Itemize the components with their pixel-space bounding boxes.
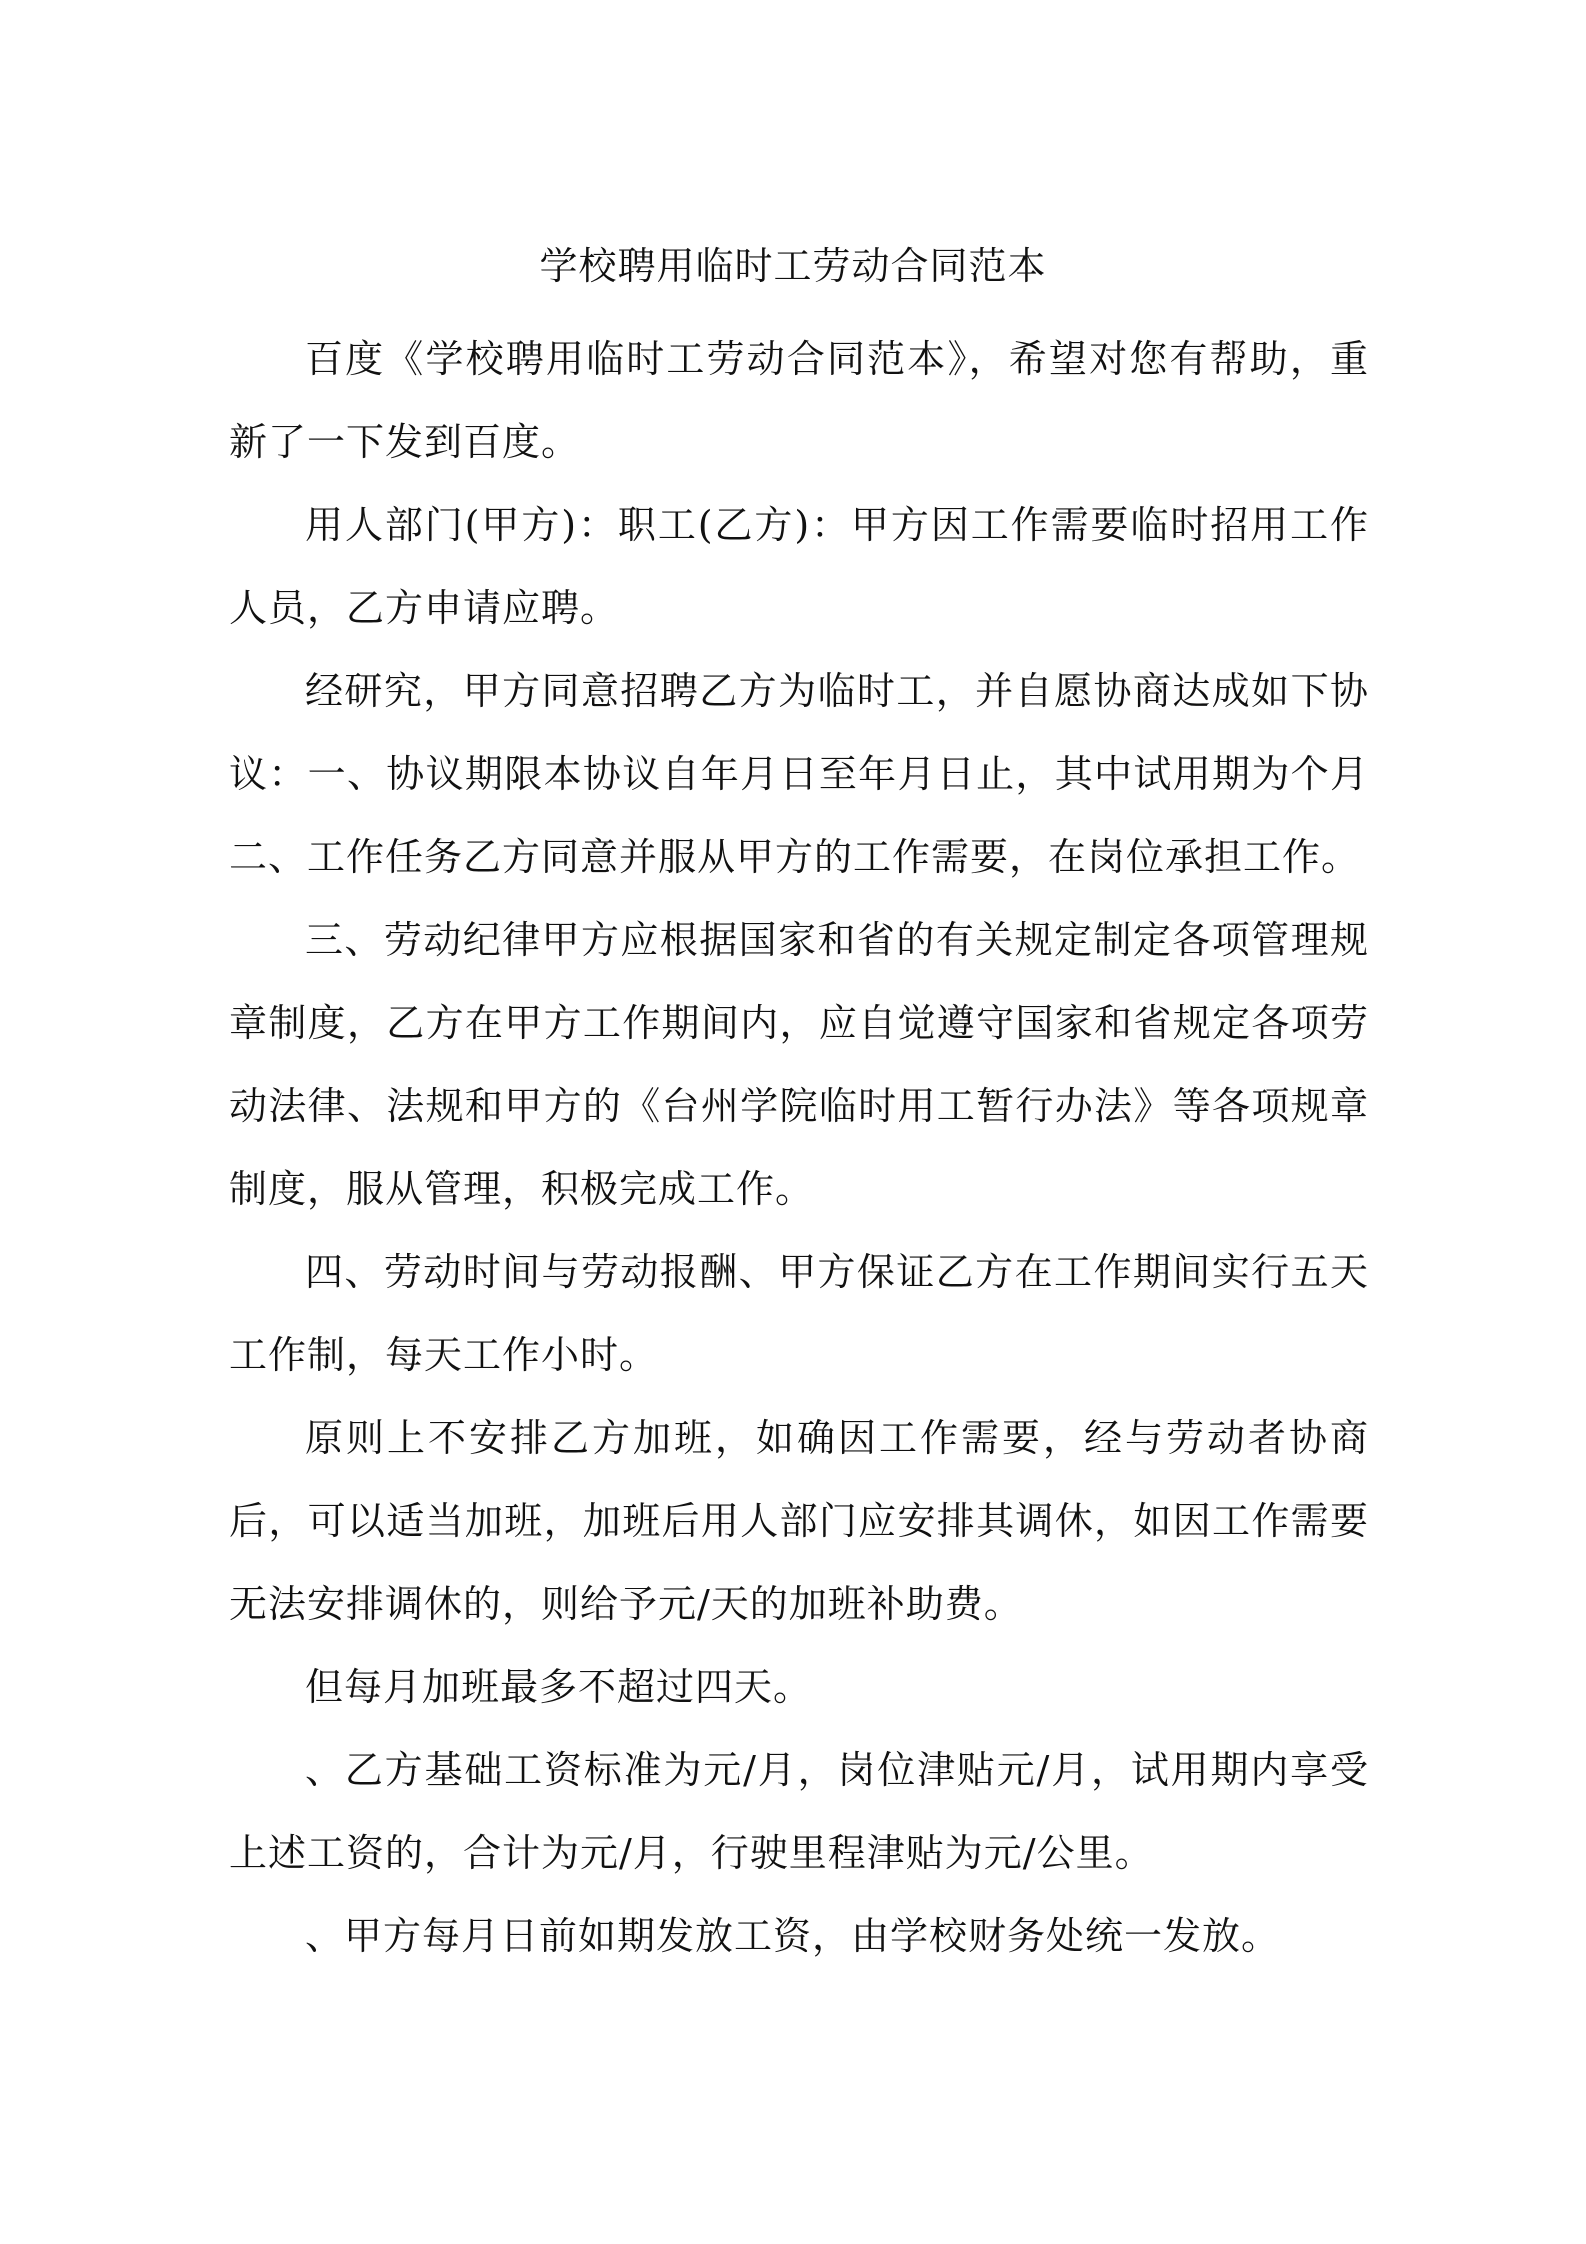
paragraph-overtime: 原则上不安排乙方加班，如确因工作需要，经与劳动者协商后，可以适当加班，加班后用人部门应安排其调休，如因工作需要无法安排调休的，则给予元/天的加班补助费。 (229, 1416, 1369, 1626)
paragraph-payment: 、甲方每月日前如期发放工资，由学校财务处统一发放。 (305, 1914, 1281, 1958)
document-title: 学校聘用临时工劳动合同范本 (539, 244, 1047, 288)
paragraph-working-hours: 四、劳动时间与劳动报酬、甲方保证乙方在工作期间实行五天工作制，每天工作小时。 (229, 1250, 1369, 1377)
paragraph-wages: 、乙方基础工资标准为元/月，岗位津贴元/月，试用期内享受上述工资的，合计为元/月，行驶里程津贴为元/公里。 (229, 1748, 1369, 1875)
paragraph-overtime-limit: 但每月加班最多不超过四天。 (305, 1665, 813, 1709)
paragraph-parties: 用人部门(甲方)：职工(乙方)：甲方因工作需要临时招用工作人员，乙方申请应聘。 (229, 503, 1369, 630)
paragraph-discipline: 三、劳动纪律甲方应根据国家和省的有关规定制定各项管理规章制度，乙方在甲方工作期间内，应自觉遵守国家和省规定各项劳动法律、法规和甲方的《台州学院临时用工暂行办法》等各项规章制度，服从管理，积极完成工作。 (229, 918, 1369, 1211)
paragraph-intro: 百度《学校聘用临时工劳动合同范本》，希望对您有帮助，重新了一下发到百度。 (229, 337, 1369, 464)
document-body (229, 318, 1369, 1978)
paragraph-agreement: 经研究，甲方同意招聘乙方为临时工，并自愿协商达成如下协议：一、协议期限本协议自年月日至年月日止，其中试用期为个月二、工作任务乙方同意并服从甲方的工作需要，在岗位承担工作。 (229, 669, 1369, 879)
